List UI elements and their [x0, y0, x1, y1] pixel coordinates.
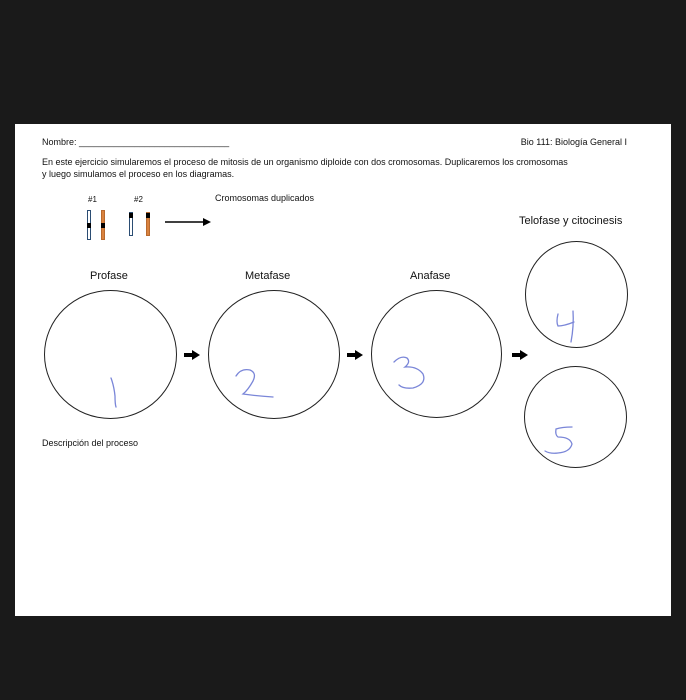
arrow-right-icon — [512, 350, 528, 360]
chromosome-2-orange — [146, 212, 150, 236]
duplicated-chromosomes-label: Cromosomas duplicados — [215, 193, 315, 203]
long-arrow-icon — [165, 217, 211, 227]
chromosome-2-blue — [129, 212, 133, 236]
telofase-label: Telofase y citocinesis — [519, 215, 623, 227]
handwritten-number-1 — [105, 374, 125, 410]
chromosome-1-label: #1 — [88, 195, 97, 204]
chromosome-2-label: #2 — [134, 195, 143, 204]
instructions-line-2: y luego simulamos el proceso en los diagramas. — [42, 169, 235, 179]
handwritten-number-5 — [542, 423, 580, 457]
arrow-right-icon — [184, 350, 200, 360]
chromosome-1-orange — [101, 210, 105, 240]
process-description-label: Descripción del proceso — [42, 438, 139, 448]
arrow-right-icon — [347, 350, 363, 360]
name-field-label: Nombre: ______________________________ — [42, 137, 230, 147]
handwritten-number-3 — [391, 352, 435, 392]
course-title: Bio 111: Biología General I — [520, 137, 627, 147]
handwritten-number-2 — [233, 366, 277, 402]
anafase-label: Anafase — [410, 270, 451, 282]
profase-label: Profase — [90, 270, 128, 282]
instructions-line-1: En este ejercicio simularemos el proceso de mitosis de un organismo diploide con dos cromosomas. Duplicaremos los cromosomas — [42, 157, 568, 167]
handwritten-number-4 — [552, 308, 586, 344]
metafase-label: Metafase — [245, 270, 291, 282]
chromosome-1-blue — [87, 210, 91, 240]
worksheet-page — [15, 124, 671, 616]
